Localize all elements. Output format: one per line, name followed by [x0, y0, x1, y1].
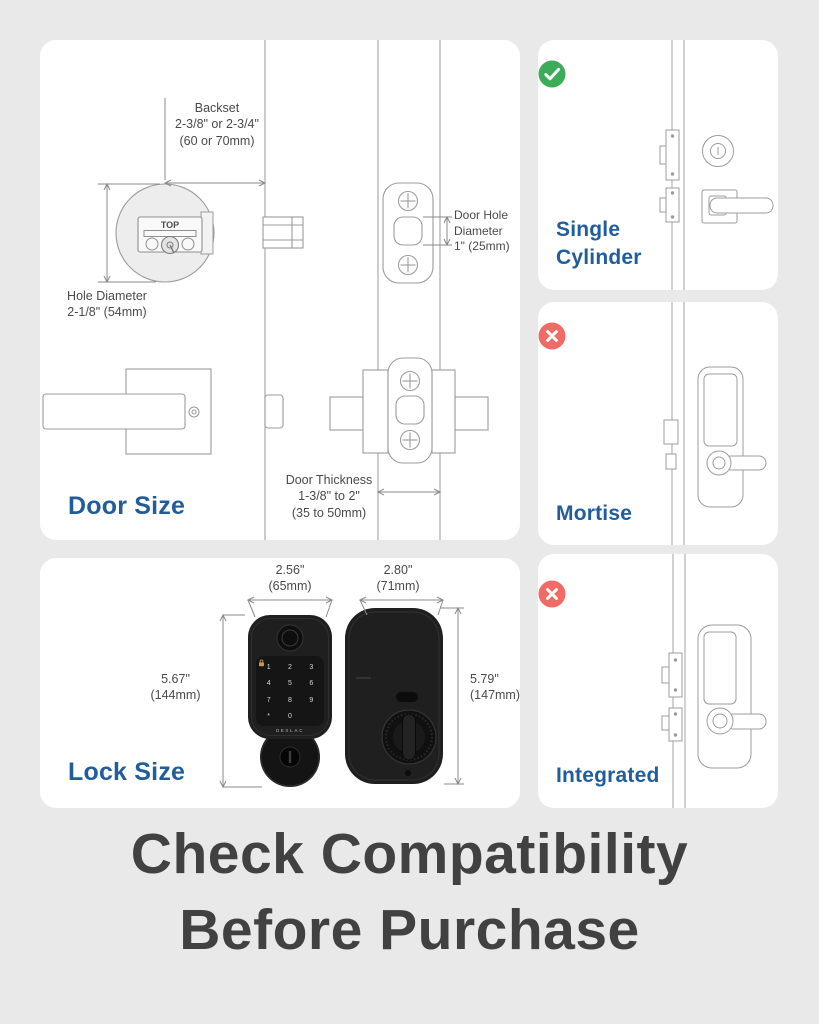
- key-1: 1: [266, 663, 271, 671]
- backset-metric: (60 or 70mm): [179, 133, 255, 148]
- rear-height-mm: (147mm): [470, 688, 520, 703]
- door-size-label: Door Size: [68, 492, 186, 520]
- door-thickness-title: Door Thickness: [285, 473, 373, 487]
- cylinder-hub-drawing: [263, 217, 303, 248]
- rear-width-mm: (71mm): [376, 579, 420, 594]
- key-7: 7: [266, 696, 271, 704]
- door-thickness-dimension: [259, 472, 399, 521]
- door-thickness-metric: (35 to 50mm): [291, 505, 367, 520]
- cross-circle-icon: [538, 580, 566, 608]
- front-height-in: 5.67": [161, 672, 190, 686]
- brand-text: DESLAC: [275, 727, 305, 733]
- front-width-mm: (65mm): [268, 579, 312, 594]
- backset-value: 2-3/8" or 2-3/4": [175, 117, 259, 132]
- bore-hole-drawing: [116, 184, 214, 282]
- hole-diameter-dimension: [42, 288, 172, 321]
- key-5: 5: [288, 680, 292, 688]
- key-3: 3: [309, 663, 314, 671]
- key-9: 9: [309, 696, 314, 704]
- door-hole-value: 1" (25mm): [454, 239, 510, 254]
- key-8: 8: [288, 696, 292, 704]
- hole-diameter-value: 2-1/8" (54mm): [67, 305, 147, 320]
- door-hole-dimension: [454, 208, 520, 255]
- rear-width-dimension: [356, 562, 440, 595]
- integrated-panel: [538, 554, 778, 808]
- rear-width-in: 2.80": [383, 563, 413, 577]
- key-0: 0: [288, 713, 292, 721]
- door-thickness-value: 1-3/8" to 2": [298, 489, 360, 504]
- mortise-label: Mortise: [556, 502, 633, 525]
- title-line-2: Before Purchase: [179, 897, 640, 962]
- rear-height-in: 5.79": [470, 672, 499, 686]
- door-size-panel: [40, 40, 520, 540]
- key-2: 2: [288, 663, 292, 671]
- front-width-dimension: [248, 562, 332, 595]
- lock-size-panel: [40, 558, 520, 808]
- keypad: [258, 659, 322, 725]
- door-hole-title-2: Diameter: [454, 223, 503, 238]
- single-cylinder-panel: [538, 40, 778, 290]
- front-height-mm: (144mm): [150, 688, 201, 703]
- page-title: [0, 817, 819, 969]
- door-hole-title-1: Door Hole: [454, 208, 509, 222]
- rear-lock-render: [345, 608, 443, 784]
- front-height-dimension: [133, 671, 218, 704]
- check-circle-icon: [538, 60, 566, 88]
- backset-title: Backset: [194, 101, 240, 115]
- front-width-in: 2.56": [275, 563, 305, 577]
- key-asterisk: *: [267, 713, 271, 721]
- key-6: 6: [309, 680, 314, 688]
- single-cylinder-label: Single Cylinder: [556, 218, 642, 270]
- lock-size-label: Lock Size: [68, 758, 186, 786]
- mortise-panel: [538, 302, 778, 545]
- latch-assembly-drawing: [330, 358, 488, 463]
- integrated-label: Integrated: [556, 764, 660, 787]
- rear-height-dimension: [470, 671, 520, 704]
- title-line-1: Check Compatibility: [130, 822, 689, 886]
- hole-diameter-title: Hole Diameter: [67, 289, 147, 303]
- cross-circle-icon: [538, 322, 566, 350]
- key-4: 4: [266, 680, 271, 688]
- backset-dimension: [147, 100, 287, 149]
- lever-handle-drawing: [43, 369, 283, 454]
- top-marking: TOP: [160, 220, 180, 230]
- latch-faceplate-drawing: [383, 183, 433, 283]
